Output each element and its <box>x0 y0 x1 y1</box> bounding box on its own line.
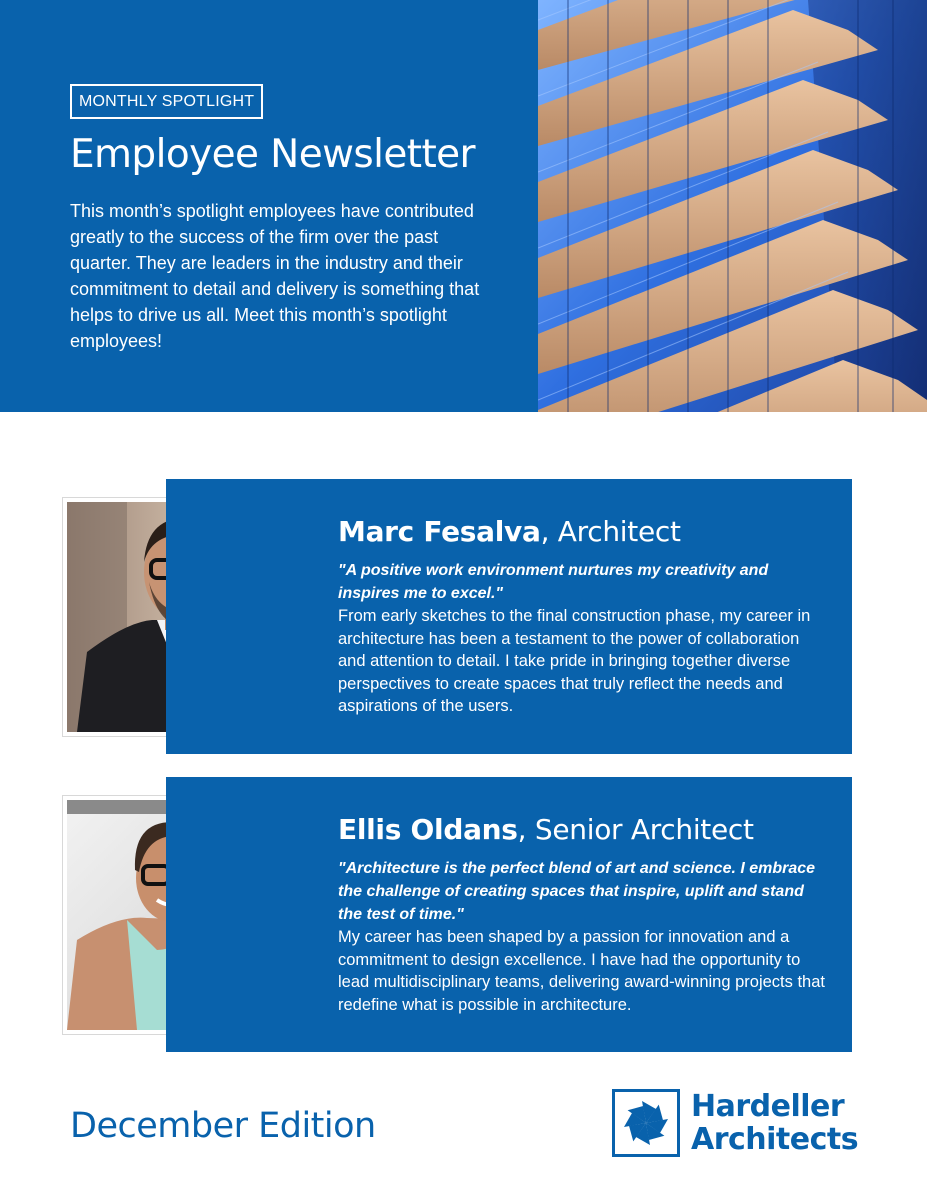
employee-card-marc <box>166 479 852 754</box>
building-photo <box>538 0 927 412</box>
employee-quote: "Architecture is the perfect blend of art and science. I embrace the challenge of creating spaces that inspire, uplift and stand the test of time." <box>338 860 816 923</box>
spotlight-badge: MONTHLY SPOTLIGHT <box>70 84 263 119</box>
employee-card-ellis <box>166 777 852 1052</box>
employee-name-heading <box>338 515 828 549</box>
employee-name-heading <box>338 813 828 847</box>
page-title: Employee Newsletter <box>70 132 475 177</box>
company-name-line1: Hardeller <box>691 1089 845 1124</box>
employee-role: , Architect <box>540 515 681 548</box>
company-logo <box>612 1089 858 1157</box>
employee-role: , Senior Architect <box>517 813 754 846</box>
employee-bio: From early sketches to the final construction phase, my career in architecture has been a testament to the power of collaboration and attention to detail. I take pride in bringing together diverse perspectives to create spaces that truly reflect the needs and aspirations of the users. <box>338 607 811 715</box>
employee-bio: My career has been shaped by a passion for innovation and a commitment to design excellence. I have had the opportunity to lead multidisciplinary teams, delivering award-winning projects that redefine what is possible in architecture. <box>338 928 825 1014</box>
hero-banner <box>0 0 927 412</box>
pinwheel-logo-icon <box>612 1089 680 1157</box>
employee-name: Marc Fesalva <box>338 515 541 548</box>
employee-name: Ellis Oldans <box>338 813 518 846</box>
hero-text <box>70 84 510 354</box>
intro-paragraph: This month’s spotlight employees have contributed greatly to the success of the firm over the past quarter. They are leaders in the industry and their commitment to detail and delivery is something that helps to drive us all. Meet this month’s spotlight employees! <box>70 201 480 351</box>
employee-quote: "A positive work environment nurtures my creativity and inspires me to excel." <box>338 562 769 602</box>
edition-label: December Edition <box>70 1106 376 1146</box>
company-name <box>691 1090 858 1156</box>
company-name-line2: Architects <box>691 1122 859 1157</box>
